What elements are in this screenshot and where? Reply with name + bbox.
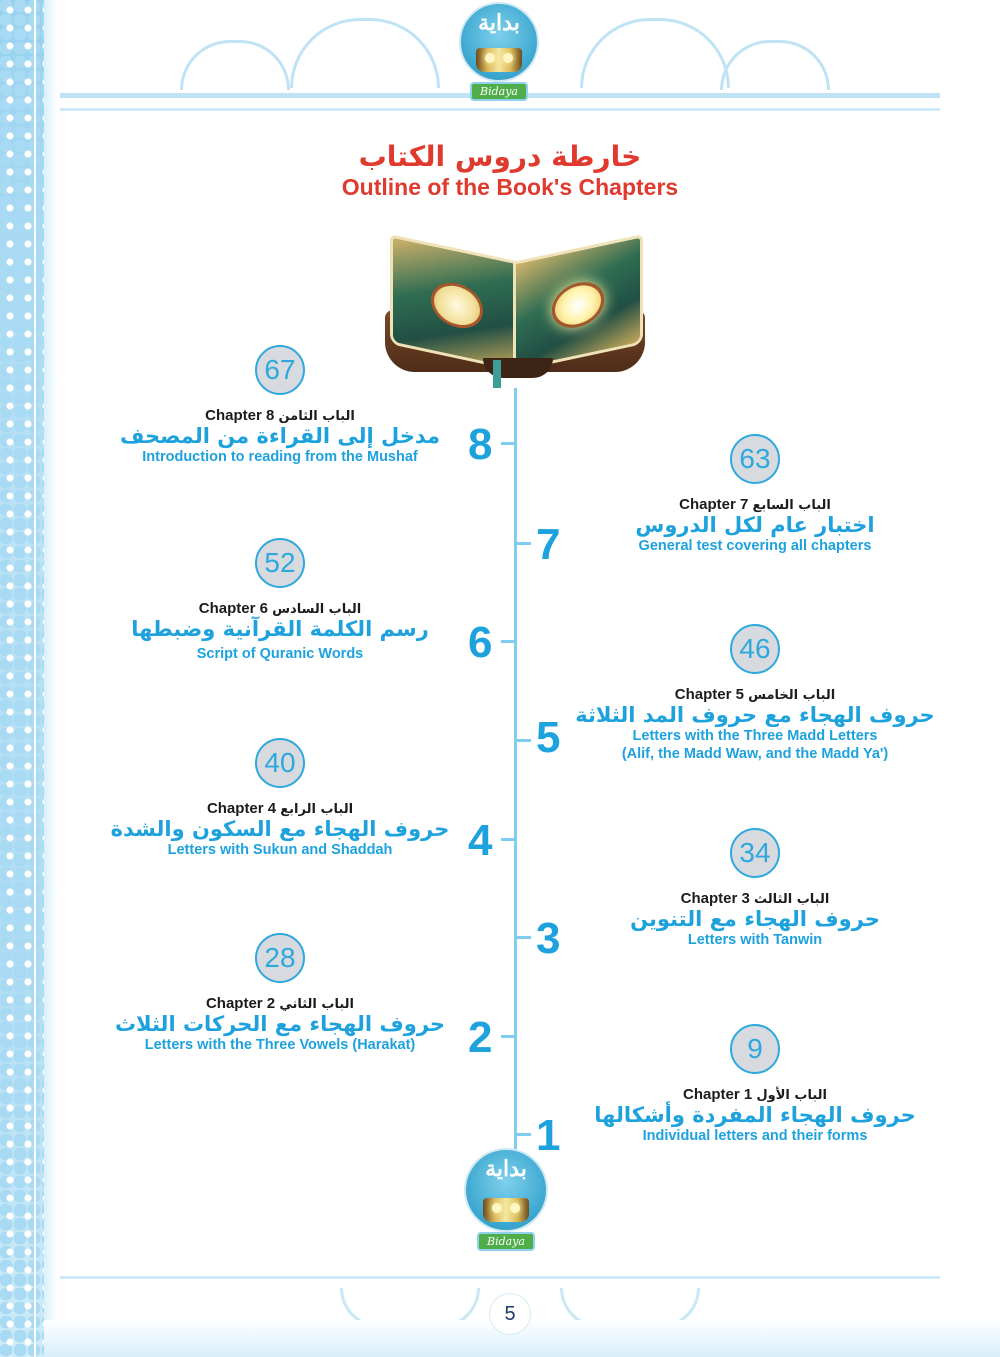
chapter-label-ar: الباب الرابع [280,802,354,817]
chapter-number-2: 2 [468,1013,493,1062]
page-title-arabic: خارطة دروس الكتاب [358,140,642,173]
page-title-english: Outline of the Book's Chapters [341,174,679,200]
chapter-label [70,995,490,1012]
ornament-swirl-icon [290,18,440,88]
chapter-6-block [70,538,493,667]
timeline-tick-6 [501,640,515,643]
chapter-3-block [545,828,965,949]
chapter-number-8: 8 [468,420,493,469]
chapter-title-en: Letters with Tanwin [687,932,823,948]
chapter-label-ar: الباب السابع [752,498,831,513]
page-number-badge: 40 [255,738,305,788]
chapter-label [70,600,490,617]
chapter-title-en: Individual letters and their forms [642,1128,868,1144]
page-number-badge: 9 [730,1024,780,1074]
chapter-label-en: Chapter 6 [198,600,268,617]
chapter-label-en: Chapter 8 [205,407,275,424]
chapter-title-en: Introduction to reading from the Mushaf [142,449,418,465]
top-rule-thin [60,108,940,111]
chapter-title-ar: مدخل إلى القراءة من المصحف [119,424,441,448]
chapter-number-1: 1 [536,1111,561,1160]
chapter-label [545,890,965,907]
chapter-title-en-line2: (Alif, the Madd Waw, and the Madd Ya') [621,746,889,762]
timeline-tick-3 [517,936,531,939]
chapter-4-block [70,738,490,859]
chapter-8-block [70,345,493,469]
page-number-badge: 63 [730,434,780,484]
chapter-label-en: Chapter 5 [674,686,744,703]
page-number-badge: 67 [255,345,305,395]
left-border-shade [44,0,58,1357]
timeline-tick-7 [517,542,531,545]
logo-script: بداية [485,1156,527,1182]
timeline-tick-8 [501,442,515,445]
chapter-label [70,407,490,424]
page-number-badge: 46 [730,624,780,674]
timeline-tick-2 [501,1035,515,1038]
bookmark-ribbon [493,360,501,388]
chapter-7-block [545,434,965,555]
logo-badge [459,2,539,82]
logo-tag: Bidaya [477,1232,535,1251]
logo-script: بداية [478,10,520,36]
bottom-rule [60,1276,940,1279]
chapter-label-en: Chapter 1 [683,1086,753,1103]
chapter-label [545,496,965,513]
ornament-swirl-icon [720,40,830,90]
ornament-swirl-icon [580,18,730,88]
chapter-title-ar: حروف الهجاء مع الحركات الثلاث [114,1012,446,1036]
timeline-tick-1 [517,1133,531,1136]
page-medallion-icon [552,277,604,332]
open-book-icon [476,48,522,72]
chapter-number-7: 7 [536,520,561,569]
bidaya-logo-bottom [463,1148,549,1248]
page-number-badge: 34 [730,828,780,878]
chapter-1-block [545,1024,965,1145]
chapter-2-block [70,933,490,1054]
chapter-label-ar: الباب السادس [272,602,362,617]
ornament-swirl-icon [180,40,290,90]
logo-badge [464,1148,548,1232]
chapter-title-ar: حروف الهجاء مع التنوين [630,907,880,931]
logo-tag: Bidaya [470,82,528,101]
open-book-icon [483,1198,529,1222]
timeline-tick-4 [501,838,515,841]
chapter-label-ar: الباب الخامس [748,688,836,703]
chapter-title-ar: اختبار عام لكل الدروس [635,513,875,537]
page-medallion-icon [431,278,483,333]
chapter-label-ar: الباب الأول [756,1088,827,1103]
page-number-badge: 28 [255,933,305,983]
chapter-label [70,800,490,817]
chapter-label [545,686,965,703]
page-number-badge: 52 [255,538,305,588]
chapter-title-ar: حروف الهجاء مع السكون والشدة [110,817,450,841]
chapter-label-en: Chapter 2 [205,995,276,1012]
chapter-number-5: 5 [536,713,561,762]
chapter-title-en: Letters with the Three Vowels (Harakat) [144,1037,416,1053]
chapter-title-ar: حروف الهجاء المفردة وأشكالها [594,1103,916,1127]
chapter-label [545,1086,965,1103]
chapter-label-en: Chapter 3 [680,890,750,907]
chapter-5-block [545,624,965,763]
chapter-label-ar: الباب الثاني [279,997,355,1012]
page-number: 5 [489,1293,531,1335]
chapter-label-en: Chapter 7 [679,496,749,513]
chapter-title-en: Letters with the Three Madd Letters [632,728,878,744]
bidaya-logo-top [456,2,542,98]
left-decorative-border [0,0,44,1357]
chapter-title-ar: حروف الهجاء مع حروف المد الثلاثة [575,703,935,727]
chapter-title-en: General test covering all chapters [638,538,872,554]
chapter-number-4: 4 [468,816,493,865]
chapter-number-3: 3 [536,914,561,963]
chapter-title-en: Script of Quranic Words [196,646,364,662]
chapter-number-6: 6 [468,618,493,667]
chapter-label-ar: الباب الثامن [278,409,355,424]
chapter-title-ar: رسم الكلمة القرآنية وضبطها [131,617,429,641]
chapter-label-en: Chapter 4 [206,800,277,817]
chapter-title-en: Letters with Sukun and Shaddah [167,842,393,858]
chapter-label-ar: الباب الثالث [754,892,830,907]
timeline-tick-5 [517,739,531,742]
